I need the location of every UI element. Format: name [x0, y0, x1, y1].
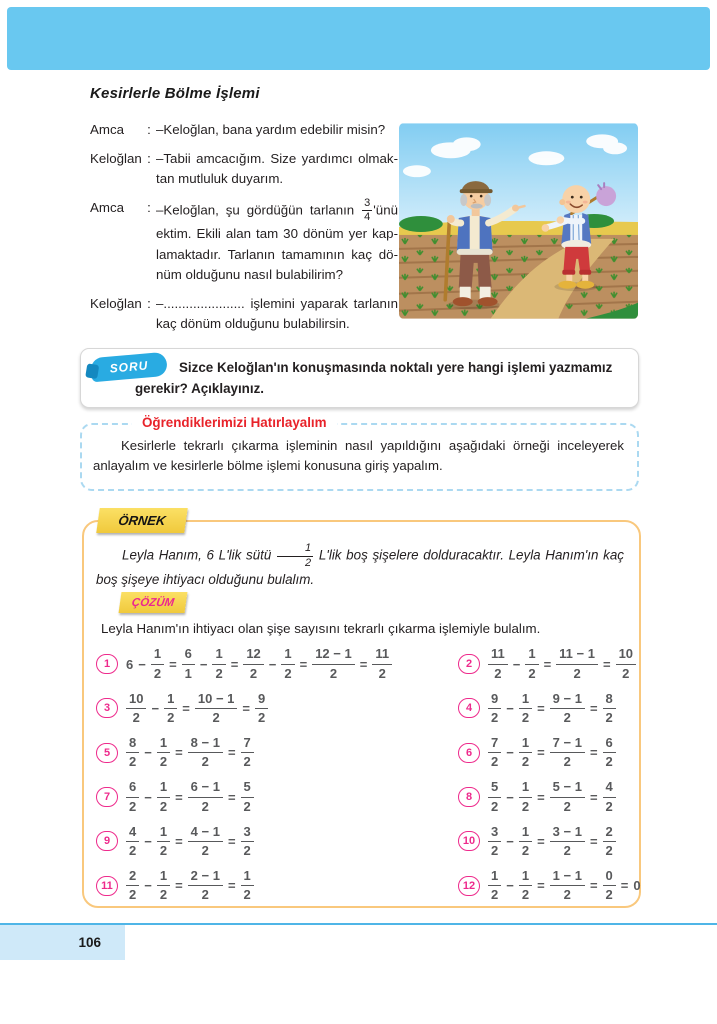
fraction-numerator: 6 − 1: [188, 780, 223, 797]
fraction-denominator: 2: [284, 665, 292, 681]
operator: =: [175, 833, 183, 849]
fraction-denominator: 2: [212, 709, 220, 725]
fraction: [488, 825, 501, 859]
field-illustration: [399, 123, 638, 319]
dialogue-speaker: Keloğlan: [90, 295, 142, 311]
operator: =: [537, 833, 545, 849]
equation-expression: [126, 692, 268, 726]
fraction: [519, 825, 532, 859]
fraction: [603, 869, 616, 903]
equation-5: [96, 736, 458, 770]
dialogue-row: [90, 120, 398, 141]
fraction: [519, 869, 532, 903]
fraction-numerator: 4 − 1: [188, 825, 223, 842]
fraction-denominator: 1: [184, 665, 192, 681]
fraction-numerator: 4: [126, 825, 139, 842]
equation-number-badge: 4: [458, 698, 480, 718]
operator: =: [175, 745, 183, 761]
fraction-numerator: 8: [126, 736, 139, 753]
fraction-numerator: 1: [519, 825, 532, 842]
fraction-numerator: 3: [362, 198, 372, 212]
fraction-numerator: 0: [603, 869, 616, 886]
dialogue-text: –...................... işlemini yaparak tarlanın kaç dönüm olduğunu bulabilirsin.: [156, 295, 398, 332]
fraction-numerator: 12 − 1: [312, 647, 355, 664]
fraction-denominator: 2: [605, 798, 613, 814]
fraction-denominator: 2: [605, 709, 613, 725]
fraction: [241, 780, 254, 814]
fraction-numerator: 1: [281, 647, 294, 664]
fraction: [362, 198, 372, 224]
equation-expression: [488, 869, 641, 903]
fraction: [277, 543, 313, 569]
fraction-denominator: 2: [201, 798, 209, 814]
fraction-denominator: 2: [243, 887, 251, 903]
fraction-numerator: 1: [519, 736, 532, 753]
fraction: [550, 825, 585, 859]
fraction-numerator: 1: [212, 647, 225, 664]
fraction: [126, 825, 139, 859]
equation-7: [96, 780, 458, 814]
equation-number-badge: 1: [96, 654, 118, 674]
fraction: [616, 647, 636, 681]
recall-box: [80, 415, 639, 491]
operator: =: [589, 833, 598, 849]
operator: =: [620, 878, 629, 894]
equation-expression: [126, 736, 254, 770]
fraction-denominator: 2: [258, 709, 266, 725]
fraction-denominator: 2: [521, 709, 530, 725]
fraction-numerator: 1: [519, 869, 532, 886]
operator: −: [512, 656, 521, 672]
operator: −: [138, 656, 146, 672]
fraction-denominator: 2: [573, 665, 581, 681]
fraction-denominator: 2: [521, 887, 530, 903]
fraction-numerator: 1: [157, 780, 170, 797]
operator: =: [175, 789, 183, 805]
fraction-numerator: 12: [243, 647, 263, 664]
fraction: [126, 780, 139, 814]
fraction-numerator: 10: [616, 647, 636, 664]
amca-keloglan-scene: [399, 123, 638, 319]
operator: −: [268, 656, 277, 672]
equation-list: [96, 642, 641, 908]
fraction: [519, 780, 532, 814]
fraction-denominator: 2: [159, 887, 168, 903]
fraction-denominator: 2: [243, 798, 251, 814]
fraction-denominator: 2: [129, 798, 137, 814]
fraction-denominator: 2: [491, 709, 499, 725]
dialogue-colon: :: [147, 150, 151, 166]
fraction: [195, 692, 238, 726]
fraction-denominator: 2: [305, 556, 312, 569]
fraction-numerator: 1: [164, 692, 177, 709]
operator: =: [169, 656, 177, 672]
equation-11: [96, 869, 458, 903]
fraction-numerator: 2: [126, 869, 139, 886]
fraction: [603, 736, 616, 770]
operator: −: [144, 745, 152, 761]
fraction: [212, 647, 225, 681]
operator: −: [506, 789, 514, 805]
fraction-denominator: 2: [521, 842, 530, 858]
fraction-denominator: 2: [521, 754, 530, 770]
fraction-denominator: 2: [378, 665, 386, 681]
dialogue-text: –Tabii amcacığım. Size yardımcı olmaktan mutluluk duyarım.: [156, 150, 398, 187]
fraction: [488, 780, 501, 814]
fraction-denominator: 2: [215, 665, 223, 681]
equation-number-badge: 10: [458, 831, 480, 851]
fraction-numerator: 1: [157, 825, 170, 842]
equation-10: [458, 825, 641, 859]
fraction-numerator: 8: [603, 692, 616, 709]
fraction-denominator: 2: [563, 709, 571, 725]
fraction-numerator: 7: [488, 736, 501, 753]
dialogue-colon: :: [147, 295, 151, 311]
equation-2: [458, 647, 641, 681]
operator: =: [537, 789, 545, 805]
fraction: [281, 647, 294, 681]
fraction-denominator: 2: [159, 754, 168, 770]
operator: =: [227, 878, 236, 894]
fraction-numerator: 5: [241, 780, 254, 797]
fraction: [488, 869, 501, 903]
fraction-denominator: 2: [243, 754, 251, 770]
fraction: [372, 647, 392, 681]
fraction-denominator: 2: [153, 665, 162, 681]
fraction-denominator: 2: [491, 754, 499, 770]
operator: −: [144, 833, 152, 849]
page-number-box: [0, 925, 125, 960]
operator: −: [506, 700, 514, 716]
solution-intro-text: Leyla Hanım'ın ihtiyacı olan şişe sayısını tekrarlı çıkarma işlemiyle bulalım.: [101, 621, 541, 636]
operator: =: [602, 656, 611, 672]
fraction-numerator: 1: [157, 736, 170, 753]
fraction: [188, 825, 223, 859]
page-title: Kesirlerle Bölme İşlemi: [90, 85, 260, 102]
fraction-numerator: 11 − 1: [556, 647, 598, 664]
header-band: [7, 7, 710, 70]
equation-expression: [488, 647, 636, 681]
operator: =: [182, 700, 190, 716]
fraction-numerator: 6: [603, 736, 616, 753]
recall-title: Öğrendiklerimizi Hatırlayalım: [132, 415, 337, 430]
operator: =: [175, 878, 183, 894]
fraction-numerator: 7 − 1: [550, 736, 585, 753]
fraction-denominator: 2: [243, 842, 251, 858]
fraction-denominator: 2: [132, 709, 140, 725]
equation-12: [458, 869, 641, 903]
fraction: [603, 692, 616, 726]
operator: −: [151, 700, 160, 716]
question-callout: [80, 348, 639, 408]
equation-9: [96, 825, 458, 859]
equation-1: [96, 647, 458, 681]
operator: =: [299, 656, 308, 672]
operator: =: [537, 700, 545, 716]
operator: =: [230, 656, 239, 672]
fraction-denominator: 2: [528, 665, 536, 681]
fraction: [157, 780, 170, 814]
fraction-denominator: 2: [159, 842, 168, 858]
fraction: [164, 692, 177, 726]
fraction-denominator: 2: [249, 665, 258, 681]
equation-expression: [488, 736, 616, 770]
fraction-numerator: 4: [603, 780, 616, 797]
operator: −: [506, 745, 514, 761]
fraction-numerator: 1: [525, 647, 538, 664]
dialogue-colon: :: [147, 199, 151, 215]
bush-left: [399, 216, 443, 232]
fraction: [488, 692, 501, 726]
recall-text: Kesirlerle tekrarlı çıkarma işleminin nasıl yapıldığını aşağıdaki örneği inceleyerek anlayalım ve kesirlerle bölme işlemi konusuna giriş yapalım.: [93, 438, 624, 474]
fraction: [241, 825, 254, 859]
fraction-denominator: 2: [563, 754, 571, 770]
fraction-denominator: 2: [563, 887, 571, 903]
fraction: [550, 869, 585, 903]
soru-ribbon: SORU: [90, 352, 168, 383]
fraction: [488, 736, 501, 770]
operator: =: [227, 789, 236, 805]
operator: −: [144, 878, 152, 894]
equation-4: [458, 692, 641, 726]
fraction: [126, 736, 139, 770]
fraction: [525, 647, 538, 681]
fraction-numerator: 3: [241, 825, 254, 842]
fraction: [603, 825, 616, 859]
fraction: [157, 869, 170, 903]
equation-8: [458, 780, 641, 814]
fraction: [519, 692, 532, 726]
dialogue-colon: :: [147, 122, 151, 137]
fraction: [188, 869, 223, 903]
fraction-numerator: 1: [519, 692, 532, 709]
fraction-numerator: 1: [151, 647, 164, 664]
fraction-numerator: 1 − 1: [550, 869, 585, 886]
dialogue-text: –Keloğlan, bana yardım edebilir misin?: [156, 122, 386, 137]
fraction-denominator: 2: [201, 887, 209, 903]
dialogue-row: [90, 294, 398, 335]
fraction: [550, 780, 585, 814]
fraction-numerator: 6: [126, 780, 139, 797]
fraction-numerator: 10 − 1: [195, 692, 238, 709]
fraction-numerator: 8 − 1: [188, 736, 223, 753]
operator: =: [589, 878, 598, 894]
operator: =: [589, 789, 598, 805]
fraction: [151, 647, 164, 681]
ornek-tag: ÖRNEK: [96, 508, 188, 533]
dialogue-speaker: Amca: [90, 199, 124, 215]
fraction: [157, 825, 170, 859]
equation-number-badge: 12: [458, 876, 480, 896]
equation-number-badge: 8: [458, 787, 480, 807]
fraction-numerator: 1: [241, 869, 254, 886]
dialogue: [90, 120, 398, 343]
fraction-numerator: 11: [488, 647, 508, 664]
fraction-numerator: 10: [126, 692, 146, 709]
fraction: [519, 736, 532, 770]
fraction-denominator: 2: [521, 798, 530, 814]
fraction-numerator: 9 − 1: [550, 692, 585, 709]
fraction-denominator: 2: [605, 754, 613, 770]
fraction-denominator: 2: [129, 842, 137, 858]
dialogue-text: –Keloğlan, şu gördüğün tarlanın $\frac{3}{4}$ 'ünü ektim. Ekili alan tam 30 dönüm yer kaplamaktadır. Tarlanın tamamının kaç dönüm olduğunu nasıl bulabilirim?: [156, 196, 398, 283]
fraction-denominator: 2: [159, 798, 168, 814]
operator: −: [506, 833, 514, 849]
fraction-numerator: 5 − 1: [550, 780, 585, 797]
operator: =: [537, 745, 545, 761]
fraction: [241, 736, 254, 770]
fraction-denominator: 2: [605, 887, 613, 903]
dialogue-row: [90, 198, 398, 286]
equation-expression: [126, 647, 392, 681]
fraction-denominator: 2: [129, 887, 137, 903]
operator: −: [199, 656, 208, 672]
fraction: [241, 869, 254, 903]
fraction-denominator: 2: [491, 842, 499, 858]
fraction: [182, 647, 195, 681]
fraction-denominator: 2: [494, 665, 502, 681]
operator: −: [506, 878, 514, 894]
fraction-numerator: 9: [488, 692, 501, 709]
fraction-denominator: 2: [563, 798, 571, 814]
fraction-denominator: 2: [563, 842, 571, 858]
dialogue-row: [90, 149, 398, 190]
fraction-numerator: 1: [488, 869, 501, 886]
fraction: [556, 647, 598, 681]
fraction: [550, 692, 585, 726]
fraction-numerator: 1: [519, 780, 532, 797]
operator: −: [144, 789, 152, 805]
fraction: [488, 647, 508, 681]
fraction: [243, 647, 263, 681]
example-problem-text: Leyla Hanım, 6 L'lik sütü $\frac{1}{2}$ L'lik boş şişelere dolduracaktır. Leyla Hanım'ın kaç boş şişeye ihtiyacı olduğunu bulalım.: [96, 542, 624, 588]
equation-expression: [126, 780, 254, 814]
fraction-numerator: 3: [488, 825, 501, 842]
operator: =: [227, 745, 236, 761]
equation-number-badge: 5: [96, 743, 118, 763]
fraction: [550, 736, 585, 770]
fraction-denominator: 4: [364, 211, 371, 224]
equation-number-badge: 6: [458, 743, 480, 763]
operator: =: [543, 656, 552, 672]
fraction-denominator: 2: [491, 798, 499, 814]
fraction: [126, 692, 146, 726]
soru-text: Sizce Keloğlan'ın konuşmasında noktalı yere hangi işlemi yazmamız gerekir? Açıklayınız.: [135, 360, 613, 396]
page-number: 106: [78, 935, 101, 950]
equation-number-badge: 2: [458, 654, 480, 674]
fraction-denominator: 2: [129, 754, 137, 770]
fraction-denominator: 2: [167, 709, 175, 725]
fraction-denominator: 2: [329, 665, 338, 681]
equation-3: [96, 692, 458, 726]
fraction-numerator: 7: [241, 736, 254, 753]
equation-number-badge: 7: [96, 787, 118, 807]
fraction-denominator: 2: [201, 754, 209, 770]
fraction-numerator: 1: [277, 543, 313, 557]
equation-number-badge: 11: [96, 876, 118, 896]
cozum-tag: ÇÖZÜM: [119, 592, 188, 613]
fraction-numerator: 11: [372, 647, 392, 664]
fraction-numerator: 6: [182, 647, 195, 664]
fraction-numerator: 9: [255, 692, 268, 709]
fraction-denominator: 2: [201, 842, 209, 858]
fraction: [603, 780, 616, 814]
operator: =: [227, 833, 236, 849]
equation-expression: [488, 780, 616, 814]
integer: 6: [126, 656, 134, 672]
equation-number-badge: 9: [96, 831, 118, 851]
fraction: [255, 692, 268, 726]
dialogue-speaker: Keloğlan: [90, 150, 142, 166]
equation-expression: [126, 869, 254, 903]
operator: =: [359, 656, 368, 672]
operator: =: [537, 878, 545, 894]
fraction: [188, 780, 223, 814]
operator: =: [242, 700, 250, 716]
fraction: [157, 736, 170, 770]
equation-expression: [488, 825, 616, 859]
fraction: [188, 736, 223, 770]
fraction-numerator: 5: [488, 780, 501, 797]
integer: 0: [633, 878, 641, 894]
fraction: [126, 869, 139, 903]
fraction-denominator: 2: [622, 665, 630, 681]
operator: =: [589, 745, 598, 761]
dialogue-speaker: Amca: [90, 122, 124, 137]
fraction-numerator: 2: [603, 825, 616, 842]
fraction-numerator: 3 − 1: [550, 825, 585, 842]
equation-expression: [126, 825, 254, 859]
equation-number-badge: 3: [96, 698, 118, 718]
operator: =: [589, 700, 598, 716]
fraction-denominator: 2: [491, 887, 499, 903]
equation-6: [458, 736, 641, 770]
fraction-numerator: 2 − 1: [188, 869, 223, 886]
equation-expression: [488, 692, 616, 726]
fraction-denominator: 2: [605, 842, 613, 858]
fraction: [312, 647, 355, 681]
fraction-numerator: 1: [157, 869, 170, 886]
